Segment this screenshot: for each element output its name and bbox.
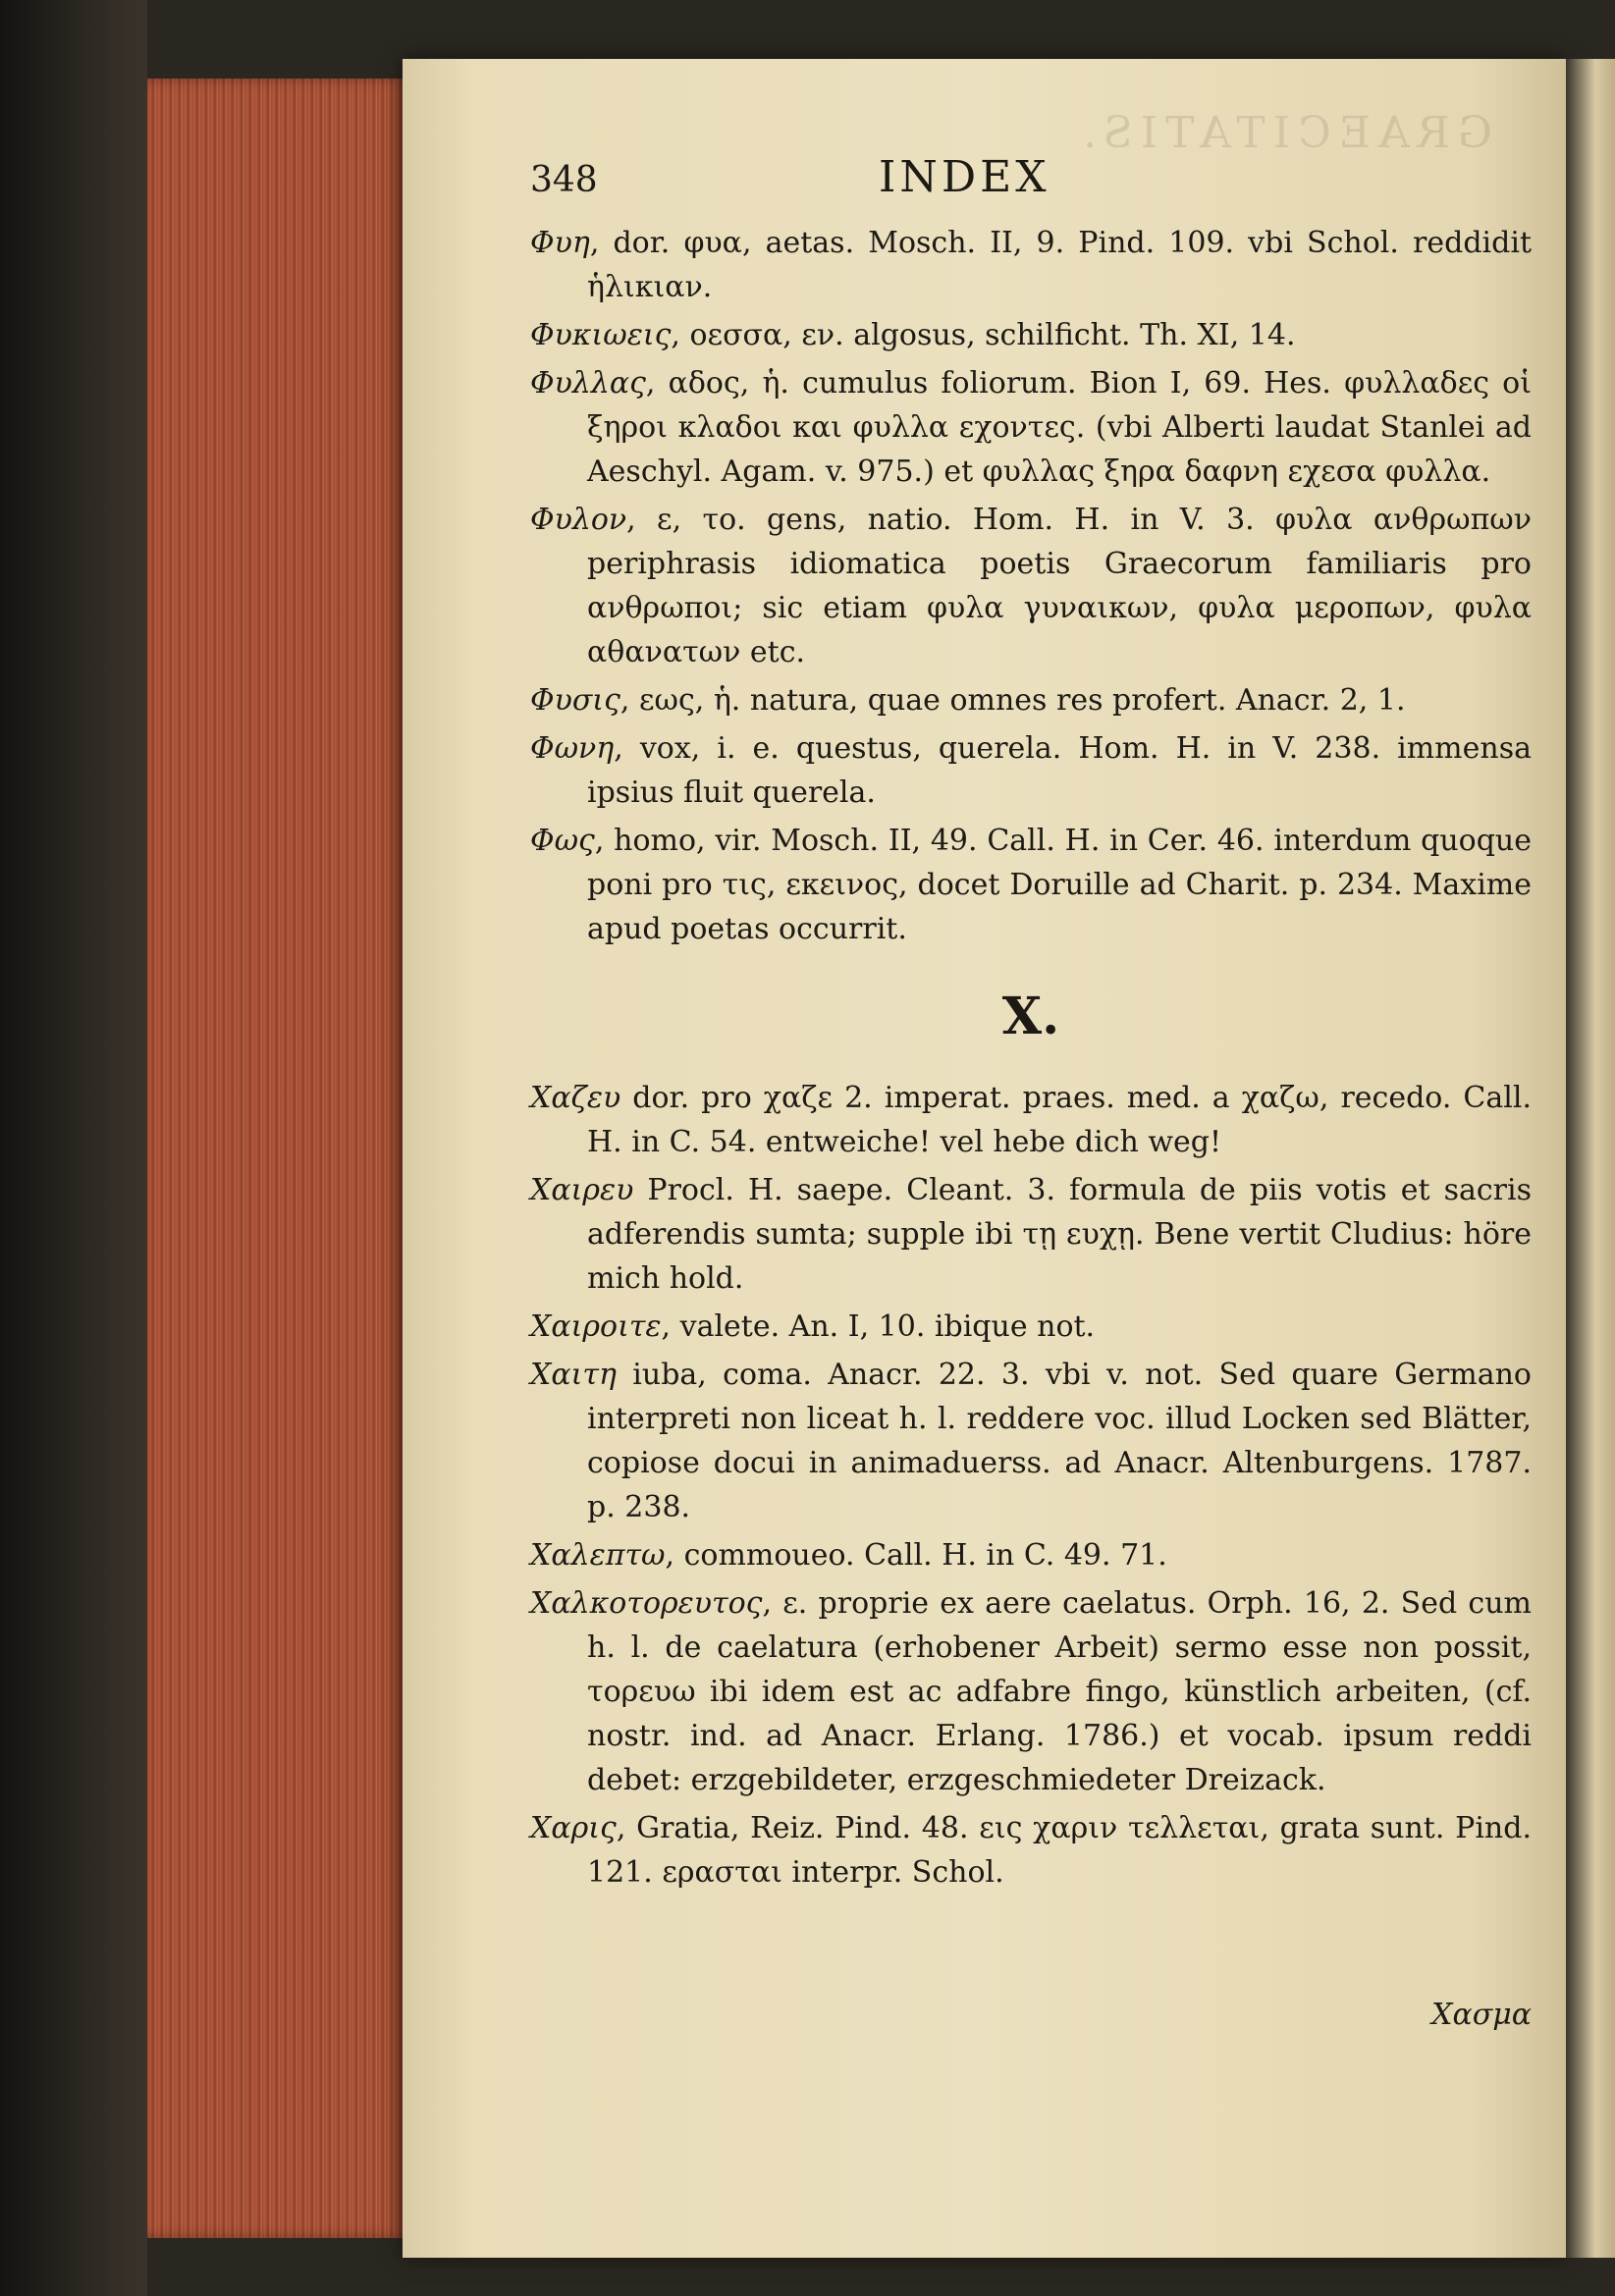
entries-chi xyxy=(530,1076,1532,1895)
index-entry xyxy=(530,1533,1532,1577)
index-entry xyxy=(530,221,1532,309)
bleed-through-text: GRAECITATIS. xyxy=(1075,108,1492,158)
entry-lemma: Χαλκοτορευτος xyxy=(530,1586,763,1621)
entry-text: , dor. φυα, aetas. Mosch. II, 9. Pind. 109. vbi Schol. reddidit ἡλικιαν. xyxy=(587,226,1532,304)
catchword: Χασμα xyxy=(1431,1998,1532,2032)
index-entry xyxy=(530,313,1532,357)
entry-text: , οεσσα, εν. algosus, schilficht. Th. XI, 14. xyxy=(671,318,1296,352)
entry-text: , εως, ἡ. natura, quae omnes res profert. Anacr. 2, 1. xyxy=(619,683,1406,718)
entry-lemma: Χαλεπτω xyxy=(530,1538,666,1573)
entry-text: , ε. proprie ex aere caelatus. Orph. 16, 2. Sed cum h. l. de caelatura (erhobener Arbeit) sermo esse non possit, τορευω ibi idem est ac adfabre fingo, künstlich arbeiten, (cf. nostr. ind. ad Anacr. Erlang. 1786.) et vocab. ipsum reddi debet: erzgebildeter, erzgeschmiedeter Dreizack. xyxy=(587,1586,1532,1797)
entry-text: , Gratia, Reiz. Pind. 48. εις χαριν τελλεται, grata sunt. Pind. 121. ερασται interpr. Schol. xyxy=(587,1811,1532,1890)
entry-lemma: Χαιτη xyxy=(530,1358,617,1392)
entry-lemma: Χαιρευ xyxy=(530,1173,634,1207)
book-binding xyxy=(0,0,147,2296)
facing-page-strip xyxy=(1566,59,1615,2258)
entry-text: , αδος, ἡ. cumulus foliorum. Bion I, 69. Hes. φυλλαδες οἱ ξηροι κλαδοι και φυλλα εχοντες. (vbi Alberti laudat Stanlei ad Aeschyl. Agam. v. 975.) et φυλλας ξηρα δαφνη εχεσα φυλλα. xyxy=(587,366,1532,489)
index-entry xyxy=(530,1076,1532,1164)
index-entry xyxy=(530,678,1532,722)
entry-lemma: Φυκιωεις xyxy=(530,318,672,352)
index-entry xyxy=(530,1806,1532,1895)
entries-phi xyxy=(530,221,1532,951)
page-edges xyxy=(147,79,407,2238)
entry-lemma: Φυλλας xyxy=(530,366,646,400)
entry-lemma: Φυλον xyxy=(530,503,627,537)
entry-lemma: Φυη xyxy=(530,226,590,260)
entry-text: , homo, vir. Mosch. II, 49. Call. H. in Cer. 46. interdum quoque poni pro τις, εκεινος, docet Doruille ad Charit. p. 234. Maxime apud poetas occurrit. xyxy=(587,824,1532,946)
entry-text: dor. pro χαζε 2. imperat. praes. med. a χαζω, recedo. Call. H. in C. 54. entweiche! vel hebe dich weg! xyxy=(587,1081,1532,1159)
index-entry xyxy=(530,1581,1532,1802)
page-header xyxy=(530,152,1532,221)
entry-text: , ε, το. gens, natio. Hom. H. in V. 3. φυλα ανθρωπων periphrasis idiomatica poetis Graecorum familiaris pro ανθρωποι; sic etiam φυλα γυναικων, φυλα μεροπων, φυλα αθανατων etc. xyxy=(587,503,1532,669)
index-entry xyxy=(530,726,1532,815)
entry-text: , commoueo. Call. H. in C. 49. 71. xyxy=(665,1538,1167,1573)
index-entry xyxy=(530,1168,1532,1301)
index-entry xyxy=(530,498,1532,674)
entry-lemma: Φως xyxy=(530,824,595,858)
entry-lemma: Φυσις xyxy=(530,683,620,718)
index-entry xyxy=(530,361,1532,494)
page-content xyxy=(530,152,1532,2032)
entry-text: , valete. An. I, 10. ibique not. xyxy=(661,1309,1096,1344)
entry-lemma: Φωνη xyxy=(530,731,615,766)
index-entry xyxy=(530,1305,1532,1349)
index-entry xyxy=(530,819,1532,951)
entry-lemma: Χαρις xyxy=(530,1811,617,1845)
entry-text: , vox, i. e. questus, querela. Hom. H. in V. 238. immensa ipsius fluit querela. xyxy=(587,731,1532,810)
index-entry xyxy=(530,1353,1532,1529)
section-letter: X. xyxy=(1001,987,1060,1046)
entry-lemma: Χαζευ xyxy=(530,1081,621,1115)
running-head: INDEX xyxy=(879,152,1050,202)
entry-text: iuba, coma. Anacr. 22. 3. vbi v. not. Sed quare Germano interpreti non liceat h. l. reddere voc. illud Locken sed Blätter, copiose docui in animaduerss. ad Anacr. Altenburgens. 1787. p. 238. xyxy=(587,1358,1532,1524)
entry-text: Procl. H. saepe. Cleant. 3. formula de piis votis et sacris adferendis sumta; supple ibi τῃ ευχῃ. Bene vertit Cludius: höre mich hold. xyxy=(587,1173,1532,1296)
entry-lemma: Χαιροιτε xyxy=(530,1309,662,1344)
page-number: 348 xyxy=(530,160,598,200)
